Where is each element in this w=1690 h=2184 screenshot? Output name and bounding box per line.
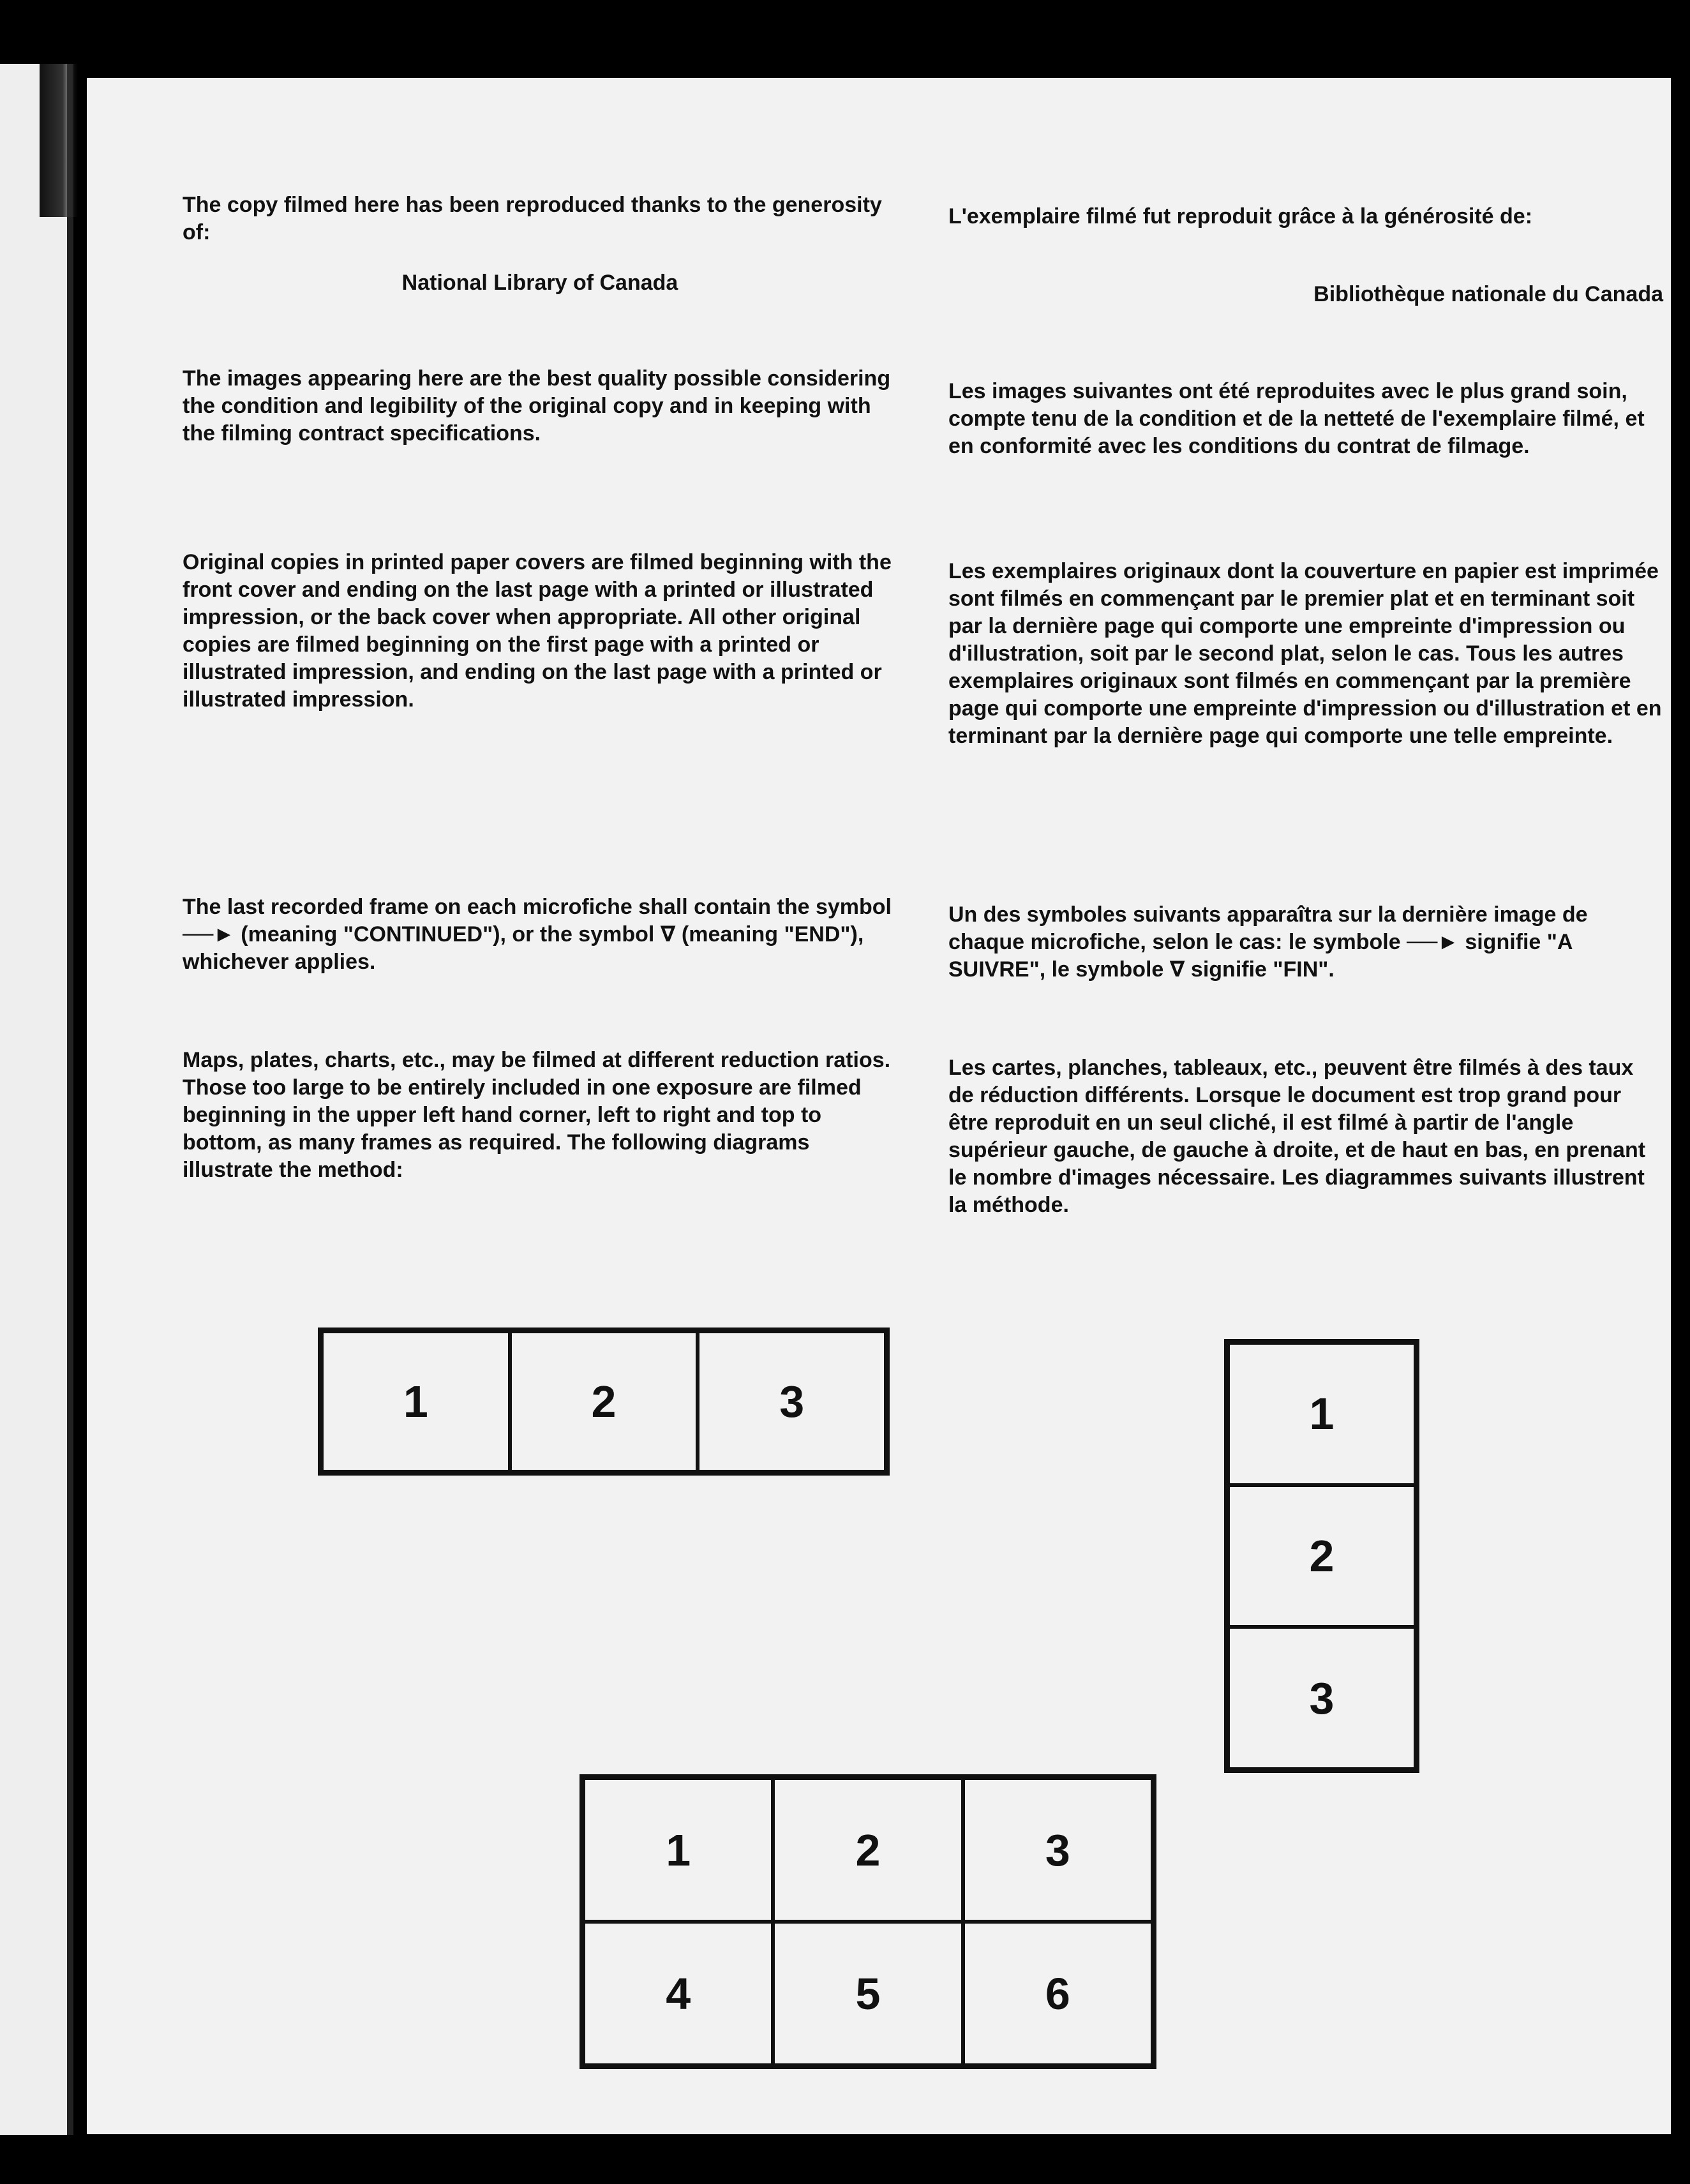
en-symbols: The last recorded frame on each microfiche shall contain the symbol ──► (meaning "CONTINUED"), or the symbol ∇ (meaning "END"), whichever applies. bbox=[183, 895, 892, 974]
document-page bbox=[87, 78, 1671, 2134]
fr-symbols: Un des symboles suivants apparaîtra sur la dernière image de chaque microfiche, selon le cas: le symbole ──► signifie "A SUIVRE", le symbole ∇ signifie "FIN". bbox=[948, 902, 1588, 982]
adjacent-page-edge bbox=[0, 64, 73, 2135]
frame-cell: 5 bbox=[773, 1922, 962, 2065]
frame-cell: 4 bbox=[583, 1922, 773, 2065]
fr-thanks: L'exemplaire filmé fut reproduit grâce à la générosité de: bbox=[948, 204, 1533, 228]
frame-cell: 3 bbox=[963, 1778, 1153, 1922]
page-shadow bbox=[40, 64, 78, 217]
fr-library: Bibliothèque nationale du Canada bbox=[1313, 282, 1663, 306]
en-covers: Original copies in printed paper covers are filmed beginning with the front cover and ending on the last page with a printed or illustrated impression, or the back cover when appropriate. All other original copies are filmed beginning on the first page with a printed or illustrated impression, and ending on the last page with a printed or illustrated impression. bbox=[183, 550, 892, 712]
frame-cell: 1 bbox=[322, 1331, 510, 1472]
diagram-column bbox=[1224, 1339, 1419, 1773]
diagram-row bbox=[318, 1328, 890, 1476]
frame-cell: 2 bbox=[773, 1778, 962, 1922]
frame-cell: 1 bbox=[583, 1778, 773, 1922]
frame-cell: 2 bbox=[510, 1331, 698, 1472]
frame-cell: 3 bbox=[698, 1331, 886, 1472]
en-quality: The images appearing here are the best quality possible considering the condition and legibility of the original copy and in keeping with the filming contract specifications. bbox=[183, 366, 891, 445]
frame-cell: 6 bbox=[963, 1922, 1153, 2065]
fr-covers: Les exemplaires originaux dont la couverture en papier est imprimée sont filmés en commençant par le premier plat et en terminant soit par la dernière page qui comporte une empreinte d'impression ou d'illustration, soit par le second plat, selon le cas. Tous les autres exemplaires originaux sont filmés en commençant par la première page qui comporte une empreinte d'impression ou d'illustration et en terminant par la dernière page qui comporte une telle empreinte. bbox=[948, 559, 1662, 748]
en-maps: Maps, plates, charts, etc., may be filmed at different reduction ratios. Those too large to be entirely included in one exposure are filmed beginning in the upper left hand corner, left to right and top to bottom, as many frames as required. The following diagrams illustrate the method: bbox=[183, 1048, 891, 1182]
frame-cell: 1 bbox=[1228, 1343, 1416, 1485]
frame-cell: 3 bbox=[1228, 1627, 1416, 1769]
fr-maps: Les cartes, planches, tableaux, etc., peuvent être filmés à des taux de réduction différents. Lorsque le document est trop grand pour être reproduit en un seul cliché, il est filmé à partir de l'angle supérieur gauche, de gauche à droite, et de haut en bas, en prenant le nombre d'images nécessaire. Les diagrammes suivants illustrent la méthode. bbox=[948, 1056, 1646, 1217]
fr-quality: Les images suivantes ont été reproduites avec le plus grand soin, compte tenu de la condition et de la netteté de l'exemplaire filmé, et en conformité avec les conditions du contrat de filmage. bbox=[948, 379, 1645, 458]
diagram-grid bbox=[580, 1774, 1156, 2069]
en-library: National Library of Canada bbox=[401, 271, 678, 295]
en-thanks: The copy filmed here has been reproduced thanks to the generosity of: bbox=[183, 193, 882, 244]
frame-cell: 2 bbox=[1228, 1485, 1416, 1627]
